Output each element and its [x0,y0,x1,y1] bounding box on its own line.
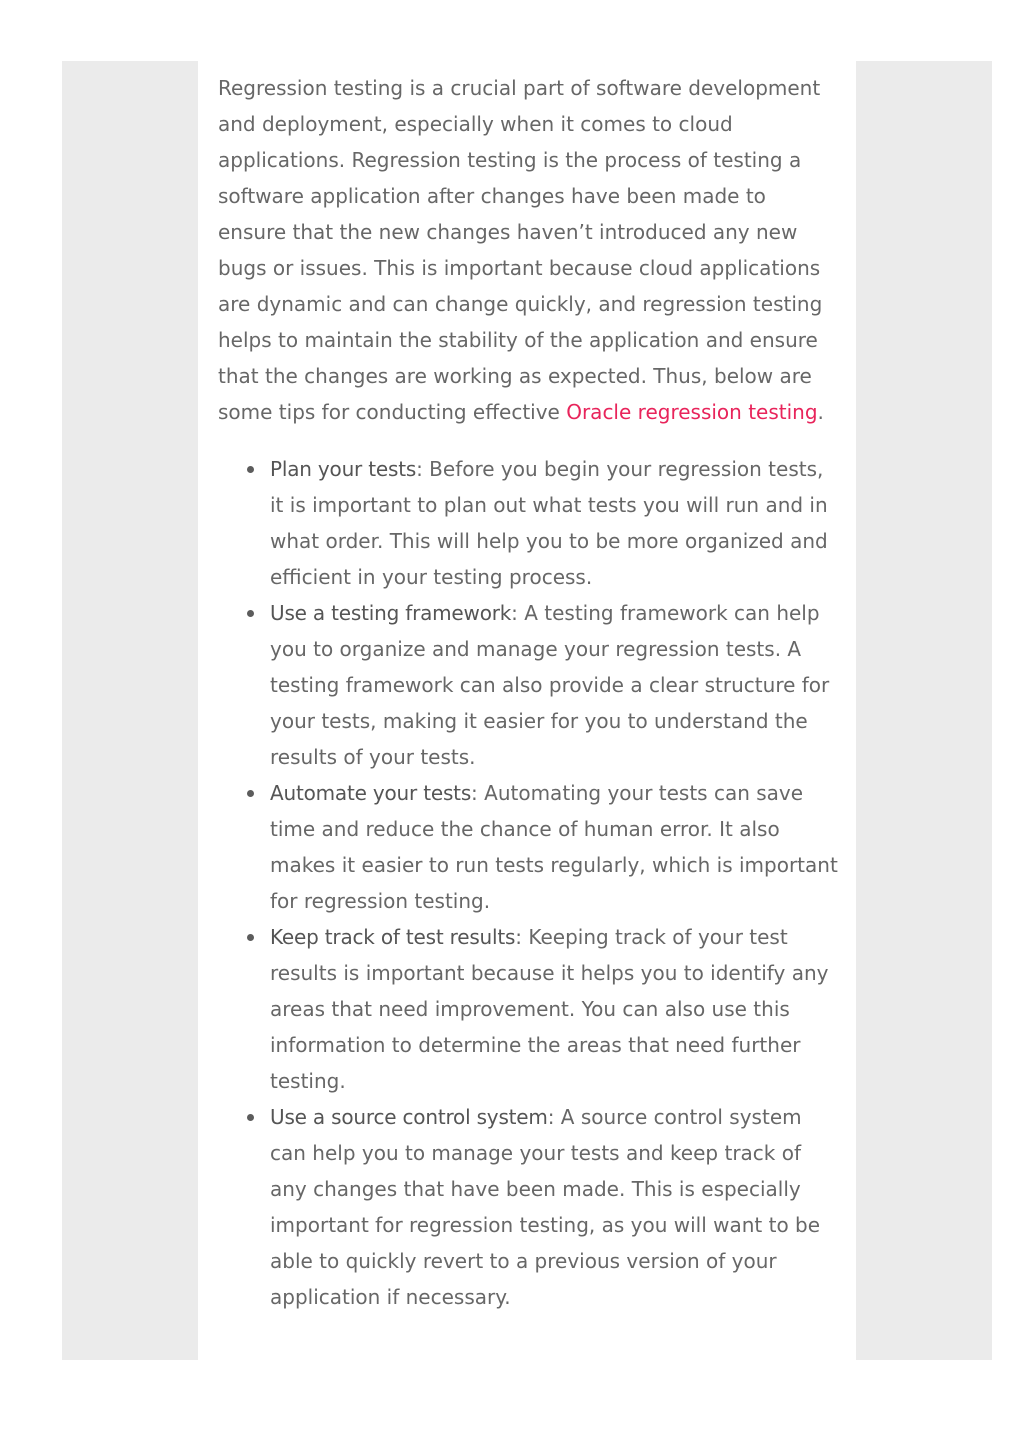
tip-text: : A testing framework can help you to organize and manage your regression tests. A testing framework can also provide a clear structure for your tests, making it easier for you to understand the results of your tests. [270,601,830,769]
tip-text: : Before you begin your regression tests, it is important to plan out what tests you will run and in what order. This will help you to be more organized and efficient in your testing process. [270,457,828,589]
tip-text: : A source control system can help you to manage your tests and keep track of any changes that have been made. This is especially important for regression testing, as you will want to be able to quickly revert to a previous version of your application if necessary. [270,1105,821,1309]
tip-title: Use a testing framework [270,601,512,625]
tip-text: : Automating your tests can save time and reduce the chance of human error. It also makes it easier to run tests regularly, which is important for regression testing. [270,781,838,913]
list-item [270,919,840,1099]
intro-text: Regression testing is a crucial part of software development and deployment, especially when it comes to cloud applications. Regression testing is the process of testing a software application after changes have been made to ensure that the new changes haven’t introduced any new bugs or issues. This is important because cloud applications are dynamic and can change quickly, and regression testing helps to maintain the stability of the application and ensure that the changes are working as expected. Thus, below are some tips for conducting effective [218,76,823,424]
tips-list [218,451,840,1315]
intro-end: . [817,400,824,424]
list-item [270,595,840,775]
left-side-panel [62,61,198,1360]
list-item [270,1099,840,1315]
oracle-regression-testing-link[interactable]: Oracle regression testing [566,400,818,424]
list-item [270,451,840,595]
intro-paragraph [218,70,840,430]
tip-title: Keep track of test results [270,925,516,949]
tip-text: : Keeping track of your test results is important because it helps you to identify any areas that need improvement. You can also use this information to determine the areas that need further testing. [270,925,829,1093]
tip-title: Plan your tests [270,457,417,481]
tip-title: Use a source control system [270,1105,548,1129]
list-item [270,775,840,919]
tip-title: Automate your tests [270,781,472,805]
right-side-panel [856,61,992,1360]
article-content [218,70,840,1315]
